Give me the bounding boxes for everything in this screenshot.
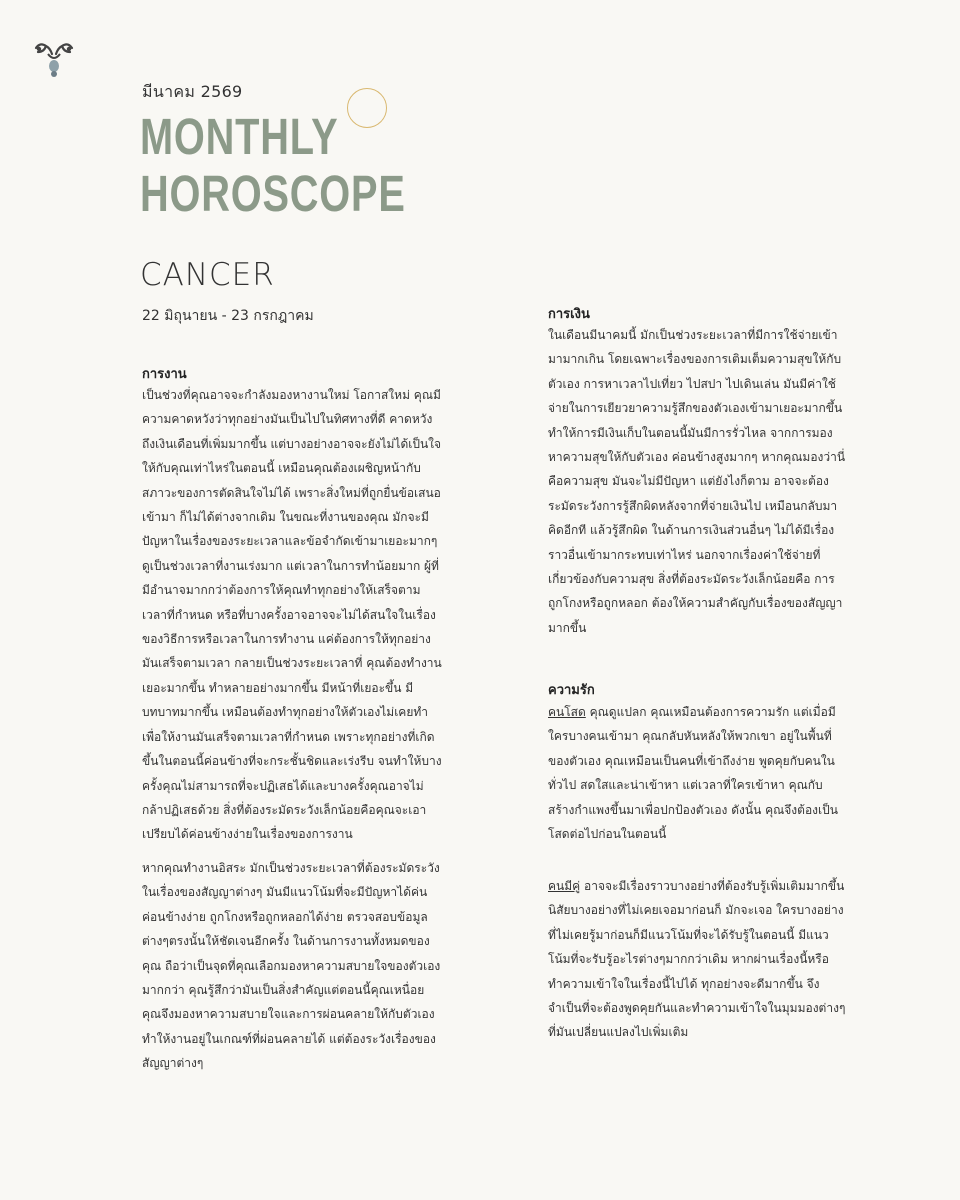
month-label: มีนาคม 2569	[142, 82, 243, 101]
page-title	[140, 108, 406, 222]
date-range: 22 มิถุนายน - 23 กรกฎาคม	[142, 308, 314, 324]
title-line-2: HOROSCOPE	[140, 165, 406, 222]
single-text: คุณดูแปลก คุณเหมือนต้องการความรัก แต่เมื่อมีใครบางคนเข้ามา คุณกลับหันหลังให้พวกเขา อยู่ในพื้นที่ของตัวเอง คุณเหมือนเป็นคนที่เข้าถึงง่าย พูดคุยกับคนในทั่วไป สดใสและน่าเข้าหา แต่เวลาที่ใครเข้าหา คุณกับสร้างกำแพงขึ้นมาเพื่อปกป้องตัวเอง ดังนั้น คุณจึงต้องเป็นโสดต่อไปก่อนในตอนนี้	[548, 705, 838, 842]
couple-label: คนมีคู่	[548, 879, 581, 893]
cancer-logo-icon	[30, 38, 78, 80]
work-paragraph-1: เป็นช่วงที่คุณอาจจะกำลังมองหางานใหม่ โอกาสใหม่ คุณมีความคาดหวังว่าทุกอย่างมันเป็นไปในทิศทางที่ดี คาดหวังถึงเงินเดือนที่เพิ่มมากขึ้น แต่บางอย่างอาจจะยังไม่ได้เป็นใจให้กับคุณเท่าไหร่ในตอนนี้ เหมือนคุณต้องเผชิญหน้ากับสภาวะของการตัดสินใจไม่ได้ เพราะสิ่งใหม่ที่ถูกยื่นข้อเสนอเข้ามา ก็ไม่ได้ต่างจากเดิม ในขณะที่งานของคุณ มักจะมีปัญหาในเรื่องของระยะเวลาและข้อจำกัดเข้ามาเยอะมากๆ ดูเป็นช่วงเวลาที่งานเร่งมาก แต่เวลาในการทำน้อยมาก ผู้ที่มีอำนาจมากกว่าต้องการให้คุณทำทุกอย่างให้เสร็จตามเวลาที่กำหนด หรือที่บางครั้งอาจอาจจะไม่ได้สนใจในเรื่องของวิธีการหรือเวลาในการทำงาน แค่ต้องการให้ทุกอย่างมันเสร็จตามเวลา กลายเป็นช่วงระยะเวลาที่ คุณต้องทำงานเยอะมากขึ้น ทำหลายอย่างมากขึ้น มีหน้าที่เยอะขึ้น มีบทบาทมากขึ้น เหมือนต้องทำทุกอย่างให้ตัวเองไม่เคยทำเพื่อให้งานมันเสร็จตามเวลาที่กำหนด เพราะทุกอย่างที่เกิดขึ้นในตอนนี้ค่อนข้างที่จะกระชั้นชิดและเร่งรีบ จนทำให้บางครั้งคุณไม่สามารถที่จะปฏิเสธได้และบางครั้งคุณอาจไม่กล้าปฏิเสธด้วย สิ่งที่ต้องระมัดระวังเล็กน้อยคือคุณจะเอาเปรียบได้ค่อนข้างง่ายในเรื่องของการงาน	[142, 388, 442, 842]
love-couple-paragraph	[548, 874, 848, 1045]
love-heading: ความรัก	[548, 683, 595, 698]
title-line-1: MONTHLY	[140, 108, 339, 165]
work-heading: การงาน	[142, 367, 187, 382]
zodiac-sign: CANCER	[140, 257, 275, 293]
love-single-paragraph	[548, 700, 848, 846]
money-heading: การเงิน	[548, 307, 590, 322]
money-paragraph: ในเดือนมีนาคมนี้ มักเป็นช่วงระยะเวลาที่มีการใช้จ่ายเข้ามามากเกิน โดยเฉพาะเรื่องของการเติมเต็มความสุขให้กับตัวเอง การหาเวลาไปเที่ยว ไปสปา ไปเดินเล่น มันมีค่าใช้จ่ายในการเยียวยาความรู้สึกของตัวเองเข้ามาเยอะมากขึ้น ทำให้การมีเงินเก็บในตอนนี้มันมีการรั่วไหล จากการมองหาความสุขให้กับตัวเอง ค่อนข้างสูงมากๆ หากคุณมองว่านี่คือความสุข มันจะไม่มีปัญหา แต่ยังไงก็ตาม อาจจะต้องระมัดระวังการรู้สึกผิดหลังจากที่จ่ายเงินไป เหมือนกลับมาคิดอีกที แล้วรู้สึกผิด ในด้านการเงินส่วนอื่นๆ ไม่ได้มีเรื่องราวอื่นเข้ามากระทบเท่าไหร่ นอกจากเรื่องค่าใช้จ่ายที่เกี่ยวข้องกับความสุข สิ่งที่ต้องระมัดระวังเล็กน้อยคือ การถูกโกงหรือถูกหลอก ต้องให้ความสำคัญกับเรื่องของสัญญามากขึ้น	[548, 328, 846, 635]
work-paragraph-2: หากคุณทำงานอิสระ มักเป็นช่วงระยะเวลาที่ต้องระมัดระวังในเรื่องของสัญญาต่างๆ มันมีแนวโน้มที่จะมีปัญหาได้ค่นค่อนข้างง่าย ถูกโกงหรือถูกหลอกได้ง่าย ตรวจสอบข้อมูลต่างๆตรงนั้นให้ชัดเจนอีกครั้ง ในด้านการงานทั้งหมดของคุณ ถือว่าเป็นจุดที่คุณเลือกมองหาความสบายใจของตัวเองมากกว่า คุณรู้สึกว่ามันเป็นสิ่งสำคัญแต่ตอนนี้คุณเหนื่อย คุณจึงมองหาความสบายใจและการผ่อนคลายให้กับตัวเอง ทำให้งานอยู่ในเกณฑ์ที่ผ่อนคลายได้ แต่ต้องระวังเรื่องของสัญญาต่างๆ	[142, 861, 441, 1071]
single-label: คนโสด	[548, 705, 586, 719]
couple-text: อาจจะมีเรื่องราวบางอย่างที่ต้องรับรู้เพิ่มเติมมากขึ้น นิสัยบางอย่างที่ไม่เคยเจอมาก่อนก็ มักจะเจอ ใครบางอย่างที่ไม่เคยรู้มาก่อนก็มีแนวโน้มที่จะได้รับรู้ในตอนนี้ มีแนวโน้มที่จะรับรู้อะไรต่างๆมากกว่าเดิม หากผ่านเรื่องนี้หรือทำความเข้าใจในเรื่องนี้ไปได้ ทุกอย่างจะดีมากขึ้น จึงจำเป็นที่จะต้องพูดคุยกันและทำความเข้าใจในมุมมองต่างๆที่มันเปลี่ยนแปลงไปเพิ่มเติม	[548, 879, 846, 1040]
